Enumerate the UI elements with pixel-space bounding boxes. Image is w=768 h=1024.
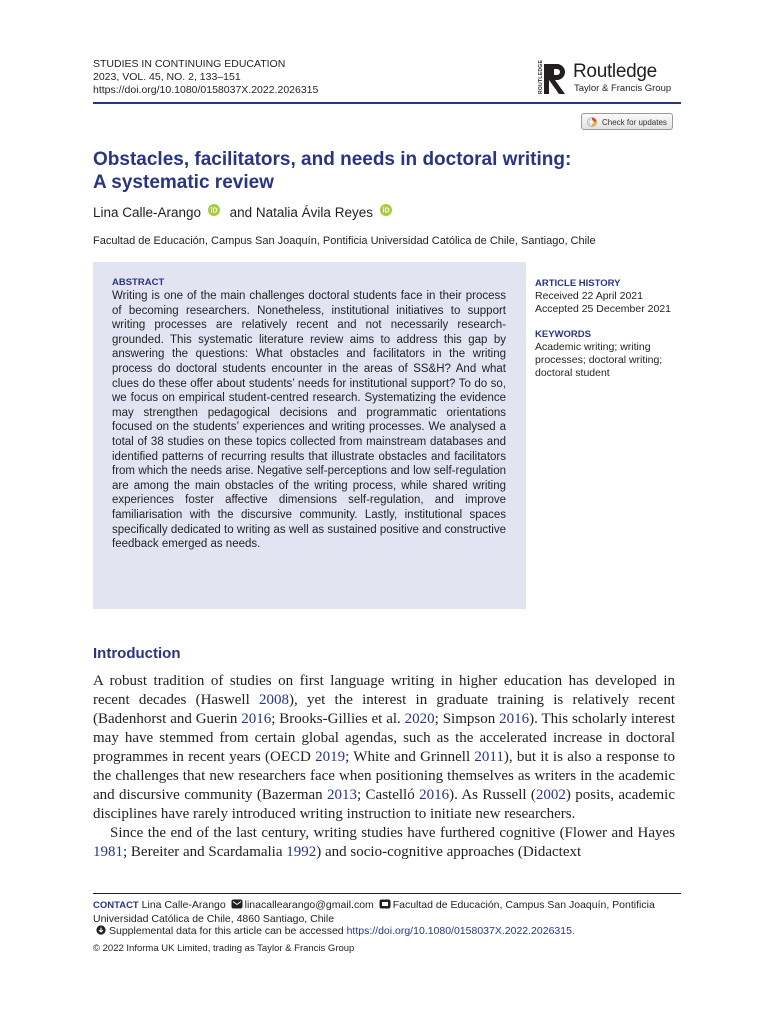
authors bbox=[93, 204, 398, 222]
citation-link[interactable]: 2011 bbox=[474, 749, 504, 766]
paragraph-text: ) posits, academic disciplines have rarely introduced writing instruction to initiate new researchers. bbox=[93, 787, 675, 823]
article-history-heading: ARTICLE HISTORY bbox=[535, 278, 621, 289]
publisher-name: Routledge bbox=[573, 61, 657, 82]
abstract-text: Writing is one of the main challenges doctoral students face in their process of becoming researchers. Nonetheless, institutional initiatives to support writing processes are relatively recent and not necessarily research-grounded. This systematic literature review aims to address this gap by answering the questions: What obstacles and facilitators in the writing process do doctoral students encounter in the areas of SS&H? And what clues do these offer about students’ needs for institutional support? To do so, we focus on empirical student-centred research. Systematizing the evidence may strengthen pedagogical decisions and programmatic orientations focused on the students’ experiences and writing processes. We analysed a total of 38 studies on these topics collected from mainstream databases and identified patterns of recurring results that illustrate obstacles and facilitators from which the needs arise. Negative self-perceptions and low self-regulation are among the main obstacles of the writing process, while shared writing experiences foster affective dimensions self-regulation, and improve familiarisation with the discursive community. Lastly, institutional spaces specifically dedicated to writing as well as sustained positive and constructive feedback emerged as needs. bbox=[112, 290, 506, 551]
author-conjunction: and bbox=[229, 205, 253, 220]
check-for-updates-button[interactable] bbox=[581, 113, 673, 130]
keywords bbox=[535, 328, 680, 380]
paragraph-text: ) and socio-cognitive approaches (Didactext bbox=[316, 844, 582, 861]
email-icon bbox=[231, 899, 243, 909]
supplemental-link[interactable]: https://doi.org/10.1080/0158037X.2022.2026315. bbox=[346, 925, 575, 938]
paragraph-text: ; Castelló bbox=[357, 787, 420, 804]
paragraph-text: ), yet the interest in graduate training is relatively recent (Badenhorst and Guerin bbox=[93, 692, 675, 728]
copyright: © 2022 Informa UK Limited, trading as Taylor & Francis Group bbox=[93, 943, 355, 954]
orcid-icon[interactable] bbox=[208, 204, 220, 216]
paragraph-text: ), but it is also a response to the challenges that new researchers face when positioning themselves as writers in the academic and discursive community (Bazerman bbox=[93, 749, 675, 804]
accepted-date: Accepted 25 December 2021 bbox=[535, 303, 672, 315]
paragraph-text: ; Simpson bbox=[434, 711, 500, 728]
contact-email[interactable]: linacallearango@gmail.com bbox=[244, 899, 374, 911]
citation-link[interactable]: 1981 bbox=[93, 844, 123, 861]
author-name[interactable]: Lina Calle-Arango bbox=[93, 205, 202, 220]
citation-link[interactable]: 2016 bbox=[241, 711, 272, 728]
orcid-icon[interactable] bbox=[380, 204, 392, 216]
svg-text:iD: iD bbox=[382, 207, 390, 215]
title-line-2: A systematic review bbox=[93, 172, 274, 193]
article-history bbox=[535, 277, 685, 316]
footer-rule bbox=[93, 893, 681, 894]
section-heading-introduction: Introduction bbox=[93, 645, 181, 662]
article-title bbox=[93, 148, 693, 194]
citation-link[interactable]: 2002 bbox=[535, 787, 566, 804]
paragraph bbox=[93, 672, 675, 824]
footer-contact bbox=[93, 899, 683, 938]
publisher-vertical-text: ROUTLEDGE bbox=[538, 59, 544, 94]
citation-link[interactable]: 2019 bbox=[315, 749, 346, 766]
journal-meta bbox=[93, 58, 318, 97]
contact-label: CONTACT bbox=[93, 900, 139, 911]
citation-link[interactable]: 2013 bbox=[327, 787, 358, 804]
address-icon bbox=[379, 899, 391, 909]
contact-address: Facultad de Educación, Campus San Joaquín, Pontificia Universidad Católica de Chile, 4860 Santiago, Chile bbox=[93, 899, 655, 925]
supplemental-text: Supplemental data for this article can be accessed bbox=[109, 925, 344, 938]
supplemental-icon bbox=[95, 925, 107, 935]
citation-link[interactable]: 1992 bbox=[286, 844, 317, 861]
abstract-heading: ABSTRACT bbox=[112, 277, 165, 288]
citation-link[interactable]: 2008 bbox=[259, 692, 289, 709]
paragraph-text: Since the end of the last century, writing studies have furthered cognitive (Flower and Hayes bbox=[110, 825, 675, 842]
doi-link[interactable]: https://doi.org/10.1080/0158037X.2022.2026315 bbox=[93, 84, 319, 96]
citation-link[interactable]: 2016 bbox=[419, 787, 450, 804]
citation-link[interactable]: 2016 bbox=[499, 711, 530, 728]
introduction-body bbox=[93, 672, 675, 862]
paragraph-text: ; White and Grinnell bbox=[345, 749, 475, 766]
paragraph-text: A robust tradition of studies on first language writing in higher education has developed in recent decades (Haswell bbox=[93, 673, 675, 709]
header-rule bbox=[93, 102, 681, 104]
publisher-logo bbox=[538, 58, 678, 98]
journal-volume: 2023, VOL. 45, NO. 2, 133–151 bbox=[93, 71, 241, 83]
paragraph-text: ). As Russell ( bbox=[449, 787, 536, 804]
contact-name: Lina Calle-Arango bbox=[141, 899, 226, 911]
journal-name: STUDIES IN CONTINUING EDUCATION bbox=[93, 58, 286, 70]
paragraph-text: ; Brooks-Gillies et al. bbox=[271, 711, 405, 728]
paragraph bbox=[93, 824, 675, 862]
title-line-1: Obstacles, facilitators, and needs in doctoral writing: bbox=[93, 149, 572, 170]
paragraph-text: ; Bereiter and Scardamalia bbox=[123, 844, 287, 861]
keywords-list: Academic writing; writing processes; doctoral writing; doctoral student bbox=[535, 341, 663, 379]
publisher-subtitle: Taylor & Francis Group bbox=[574, 83, 672, 94]
citation-link[interactable]: 2020 bbox=[404, 711, 435, 728]
crossmark-icon bbox=[587, 117, 597, 127]
check-for-updates-label: Check for updates bbox=[602, 118, 667, 127]
paragraph-text: ). This scholarly interest may have stemmed from certain global agendas, such as the accelerated increase in doctoral programmes in recent years (OECD bbox=[93, 711, 675, 766]
svg-text:iD: iD bbox=[210, 207, 218, 215]
keywords-heading: KEYWORDS bbox=[535, 329, 591, 340]
affiliation: Facultad de Educación, Campus San Joaquín, Pontificia Universidad Católica de Chile, Santiago, Chile bbox=[93, 235, 596, 247]
received-date: Received 22 April 2021 bbox=[535, 290, 643, 302]
author-name[interactable]: Natalia Ávila Reyes bbox=[255, 205, 373, 220]
